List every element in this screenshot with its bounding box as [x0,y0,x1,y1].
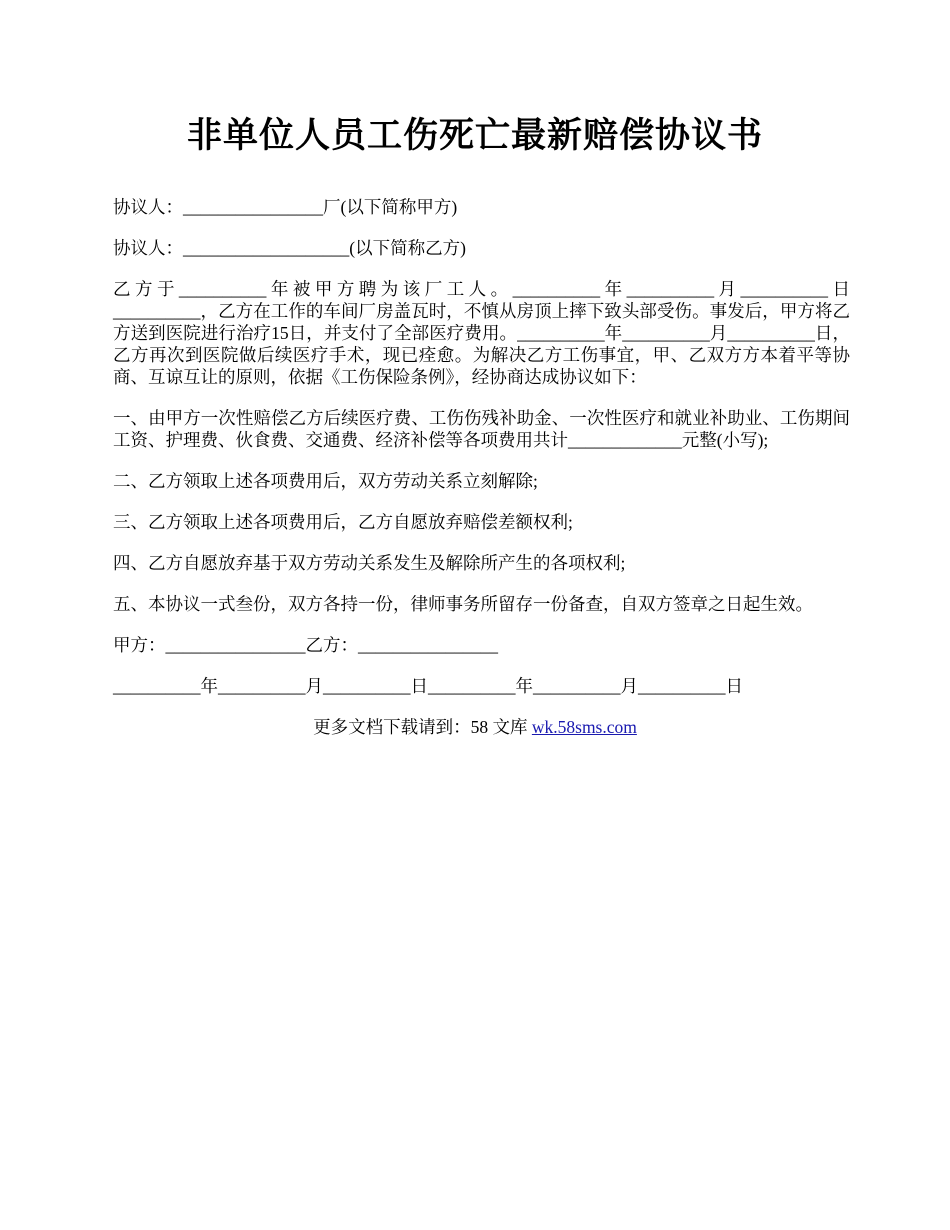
footer-link[interactable]: wk.58sms.com [531,717,637,737]
footer-text: 更多文档下载请到：58 文库 [313,717,532,737]
date-line: __________年__________月__________日__________年__________月__________日 [113,676,743,696]
party-a-line: 协议人：________________厂(以下简称甲方) [113,197,458,217]
clause-5: 五、本协议一式叁份，双方各持一份，律师事务所留存一份备查，自双方签章之日起生效。 [113,594,813,614]
background-paragraph: 乙方于__________年被甲方聘为该厂工人。__________年__________月__________日__________，乙方在工作的车间厂房盖瓦时，不慎从房顶上摔下致头部受伤。事发后，甲方将乙方送到医院进行治疗15日，并支付了全部医疗费用。__________年__________月__________日，乙方再次到医院做后续医疗手术，现已痊愈。为解决乙方工伤事宜，甲、乙双方方本着平等协商、互谅互让的原则，依据《工伤保险条例》，经协商达成协议如下： [113,279,850,387]
clause-3: 三、乙方领取上述各项费用后，乙方自愿放弃赔偿差额权利; [113,512,573,532]
download-footer [113,716,850,738]
clause-4: 四、乙方自愿放弃基于双方劳动关系发生及解除所产生的各项权利; [113,553,626,573]
clause-2: 二、乙方领取上述各项费用后，双方劳动关系立刻解除; [113,471,538,491]
clause-1: 一、由甲方一次性赔偿乙方后续医疗费、工伤伤残补助金、一次性医疗和就业补助业、工伤期间工资、护理费、伙食费、交通费、经济补偿等各项费用共计_____________元整(小写); [113,408,850,450]
party-b-line: 协议人：___________________(以下简称乙方) [113,238,466,258]
signature-line: 甲方：________________乙方：________________ [113,635,498,655]
document-title: 非单位人员工伤死亡最新赔偿协议书 [186,116,763,155]
